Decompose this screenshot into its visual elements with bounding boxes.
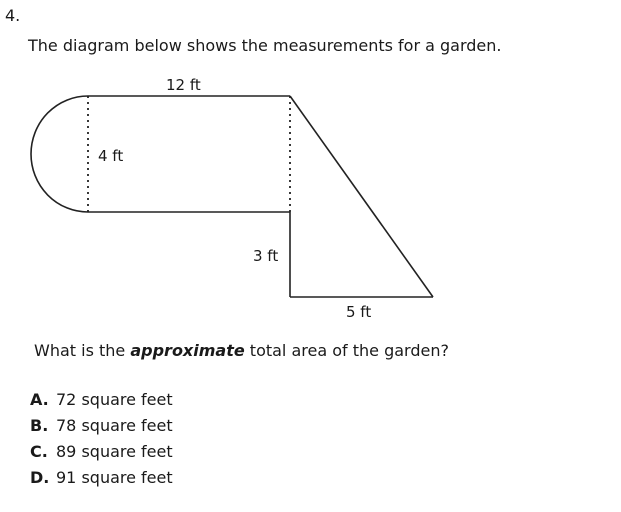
answer-choices (30, 389, 173, 493)
choice-letter: D. (30, 468, 50, 487)
choice-text: 89 square feet (56, 442, 173, 461)
question-text (34, 341, 449, 360)
question-text-start: What is the (34, 341, 131, 360)
choice-c[interactable] (30, 441, 173, 467)
choice-a[interactable] (30, 389, 173, 415)
question-prompt: The diagram below shows the measurements for a garden. (28, 36, 502, 55)
choice-d[interactable] (30, 467, 173, 493)
choice-text: 72 square feet (56, 390, 173, 409)
choice-text: 78 square feet (56, 416, 173, 435)
triangle-base-label: 5 ft (346, 303, 372, 321)
question-text-end: total area of the garden? (244, 341, 449, 360)
garden-hypotenuse (290, 96, 433, 297)
top-length-label: 12 ft (166, 76, 201, 94)
garden-semicircle (31, 96, 88, 212)
choice-letter: C. (30, 442, 48, 461)
semicircle-diameter-label: 4 ft (98, 147, 124, 165)
choice-b[interactable] (30, 415, 173, 441)
question-number: 4. (5, 6, 21, 25)
question-emphasis: approximate (130, 341, 245, 360)
triangle-height-label: 3 ft (253, 247, 279, 265)
choice-letter: B. (30, 416, 49, 435)
choice-letter: A. (30, 390, 49, 409)
choice-text: 91 square feet (56, 468, 173, 487)
